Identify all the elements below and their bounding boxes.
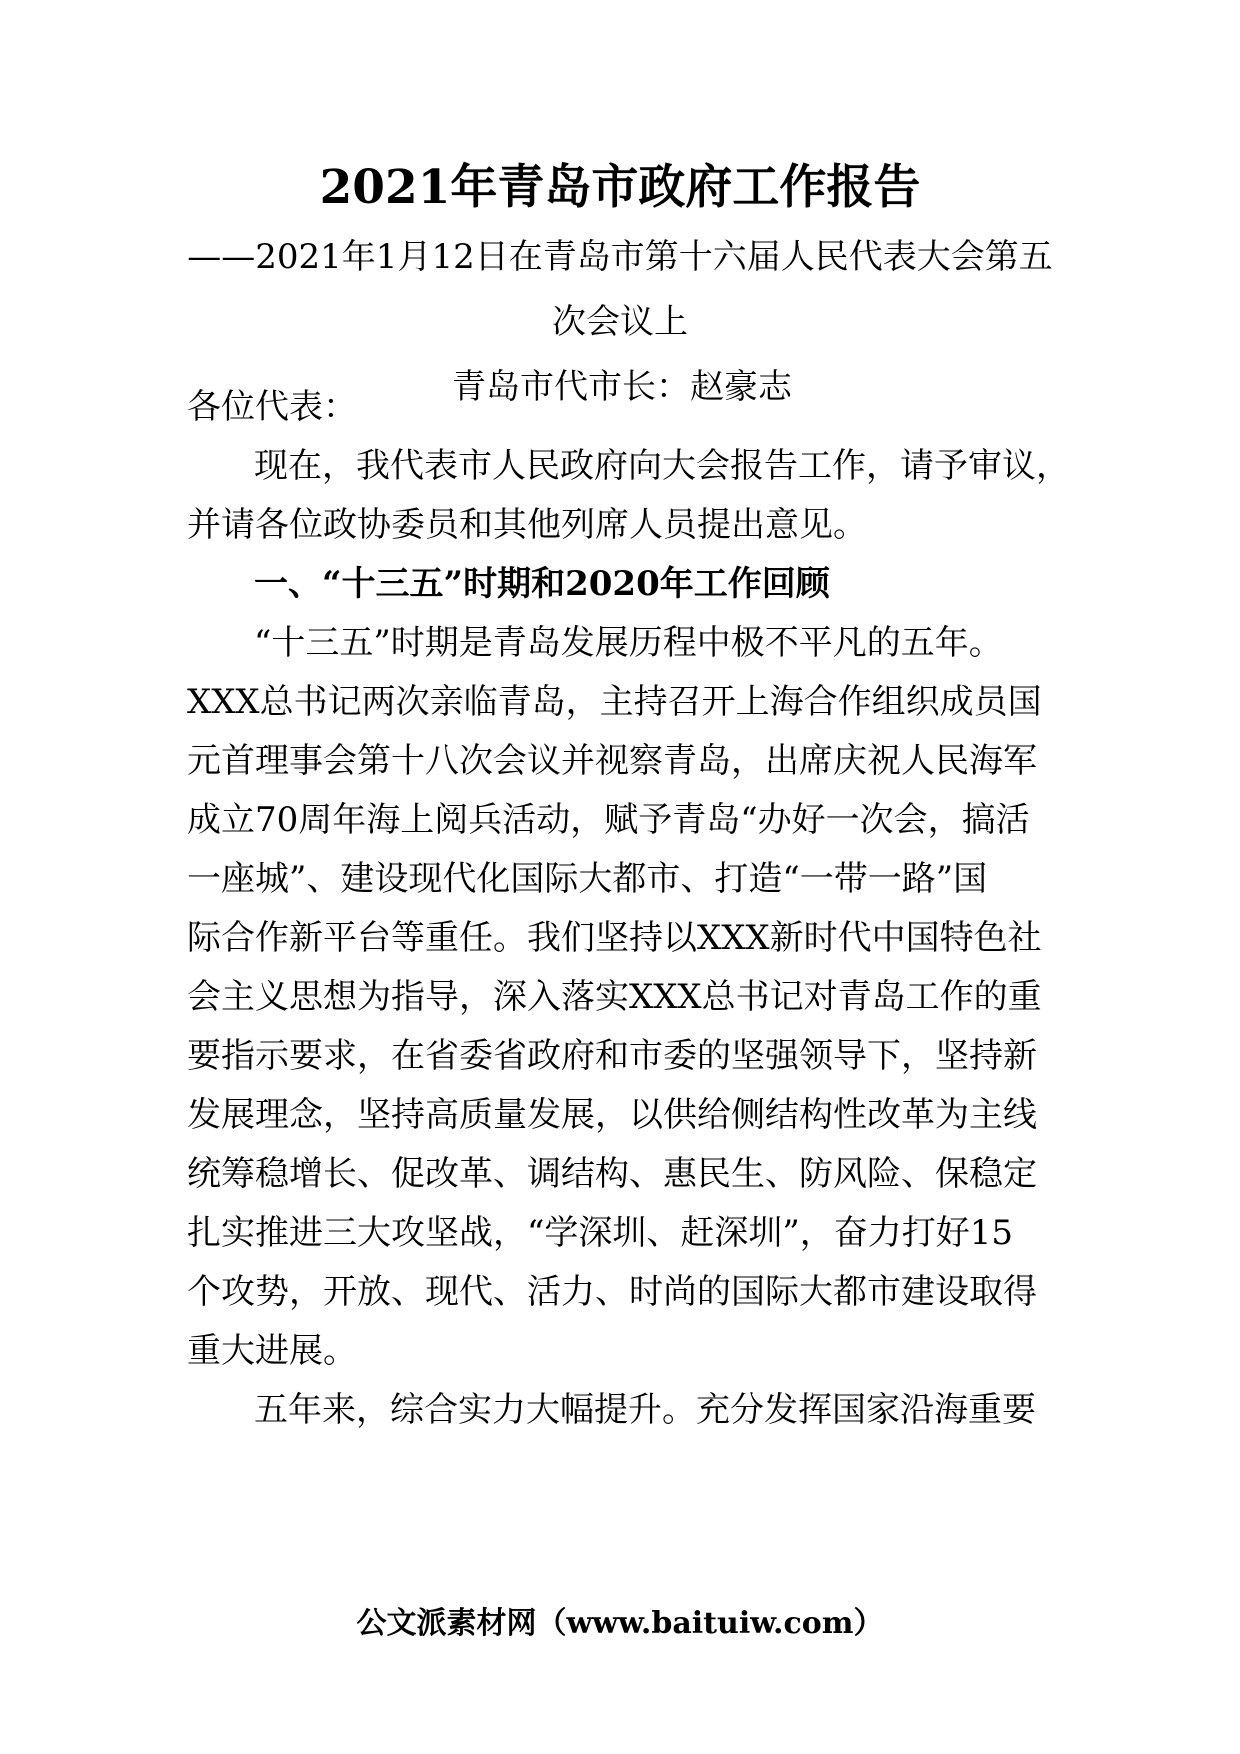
author-line: 青岛市代市长：赵豪志	[452, 367, 792, 407]
paragraph-line: 际合作新平台等重任。我们坚持以XXX新时代中国特色社	[187, 918, 1042, 958]
paragraph-line: 会主义思想为指导，深入落实XXX总书记对青岛工作的重	[187, 977, 1042, 1017]
paragraph-line: 个攻势，开放、现代、活力、时尚的国际大都市建设取得	[187, 1272, 1037, 1312]
paragraph-line: 五年来，综合实力大幅提升。充分发挥国家沿海重要	[254, 1390, 1036, 1430]
paragraph-line: 元首理事会第十八次会议并视察青岛，出席庆祝人民海军	[187, 741, 1037, 781]
paragraph-line: 重大进展。	[187, 1331, 357, 1371]
paragraph-line: 成立70周年海上阅兵活动，赋予青岛“办好一次会，搞活	[187, 800, 1030, 840]
paragraph-line: 发展理念，坚持高质量发展，以供给侧结构性改革为主线	[187, 1095, 1037, 1135]
document-title: 2021年青岛市政府工作报告	[319, 160, 921, 215]
paragraph-line: 扎实推进三大攻坚战，“学深圳、赶深圳”，奋力打好15	[187, 1213, 1014, 1253]
intro-line: 并请各位政协委员和其他列席人员提出意见。	[187, 505, 867, 545]
salutation: 各位代表：	[187, 387, 357, 427]
subtitle-line-1: ——2021年1月12日在青岛市第十六届人民代表大会第五	[187, 237, 1053, 277]
intro-line: 现在，我代表市人民政府向大会报告工作，请予审议，	[254, 446, 1070, 486]
paragraph-line: XXX总书记两次亲临青岛，主持召开上海合作组织成员国	[187, 682, 1042, 722]
paragraph-line: 统筹稳增长、促改革、调结构、惠民生、防风险、保稳定	[187, 1154, 1037, 1194]
paragraph-line: 要指示要求，在省委省政府和市委的坚强领导下，坚持新	[187, 1036, 1037, 1076]
section-heading: 一、“十三五”时期和2020年工作回顾	[254, 564, 830, 604]
subtitle-line-2: 次会议上	[552, 302, 688, 342]
footer-source: 公文派素材网（www.baituiw.com）	[356, 1606, 884, 1641]
paragraph-line: “十三五”时期是青岛发展历程中极不平凡的五年。	[254, 623, 1003, 663]
paragraph-line: 一座城”、建设现代化国际大都市、打造“一带一路”国	[187, 859, 988, 899]
